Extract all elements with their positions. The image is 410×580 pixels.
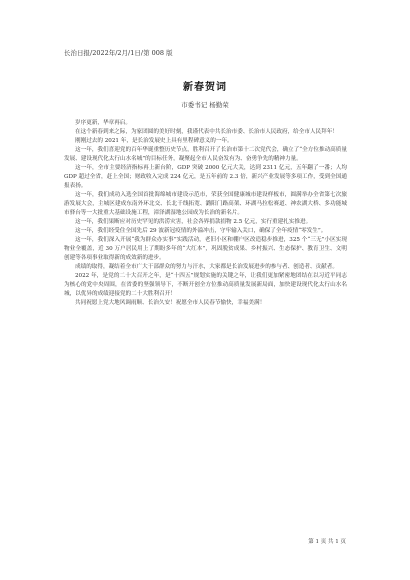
- article-body: [64, 119, 347, 308]
- article-paragraph: 共同祝愿上党大地风调雨顺、长治久安！祝愿全市人民春节愉快，幸福美满！: [75, 300, 266, 306]
- article-paragraph: 在这个新春到来之际，为家团圆的美好时刻，我谨代表中共长治市委、长治市人民政府，给全市人民拜年！: [75, 129, 338, 135]
- newspaper-source-line: 长治日报/2022年/2月/1日/第 008 版: [64, 49, 173, 57]
- article-paragraph: 这一年，我们果断应对历史罕见的洪涝灾害，社会各界捐款捐物 2.5 亿元，实行重建扎实推进。: [75, 219, 312, 225]
- article-paragraph: 2022 年，是党的二十大召开之年，是“十四五”规划实施的关键之年，让我们更加紧密地团结在以习近平同志为核心的党中央周围，在省委的坚强领导下，不断开创全方位推动高质量发展新局面，加快建设现代化太行山水名城，以优异的成绩迎接党的二十大胜利召开！: [64, 273, 347, 297]
- article-paragraph: 成绩的取得，凝结着全市广大干部群众的努力与汗水，大家都是长治发展进步的参与者、创造者、贡献者。: [75, 264, 338, 270]
- article-title: 新春贺词: [183, 82, 227, 93]
- article-paragraph: 岁序更新，华章再启。: [75, 120, 131, 126]
- article-paragraph: 这一年，我们喜迎党的百年华诞重整历史节点，胜利召开了长治市第十二次党代会，确立了“全方位推动高质量发展、建设现代化太行山水名城”的目标任务，凝聚起全市人民奋发有为、奋勇争先的精神力量。: [64, 147, 347, 162]
- article-byline: 市委书记 杨勤荣: [181, 101, 229, 109]
- article-paragraph: 这一年，全市主要经济指标再上新台阶，GDP 突破 2000 亿元大关，达到 2311 亿元，五年翻了一番；人均 GDP 超过全省，赶上全国；财政收入完成 224 亿元，是五年前的 2.3 倍，新兴产业发展等多项工作，受到全国通报表扬。: [64, 165, 347, 189]
- article-paragraph: 刚刚过去的 2021 年，是长治发展史上具有里程碑意义的一年。: [75, 138, 233, 144]
- article-paragraph: 这一年，我们经受住全国先后 29 波新冠疫情的外溢冲击，守牢输入关口，确保了全年疫情“零发生”。: [75, 228, 327, 234]
- article-paragraph: 这一年，我们成功入选全国首批海绵城市建设示范市，荣获全国健康城市建设样板市，圆满举办全省第七次旅游发展大会，主城区建成东南外环北交、长北千线拓宽、潞阳门路高架、环湖马拉松赛道、神农湖大桥、多功能城市驿台等一大批重大基础设施工程，漳泽湖湿地公园成为长治的新名片。: [64, 192, 347, 216]
- page-indicator: 第 1 页 共 1 页: [308, 539, 346, 545]
- article-paragraph: 这一年，我们深入开展“我为群众办实事”实践活动，老旧小区和棚户区改造稳步推进，325 个“三无”小区实现物业全覆盖，近 30 万户居民用上了期盼多年的“大红本”，巩固脱贫成果、乡村振兴、生态保护、教育卫生、文明创建等各项事业取得新的成效新的进步。: [64, 237, 347, 261]
